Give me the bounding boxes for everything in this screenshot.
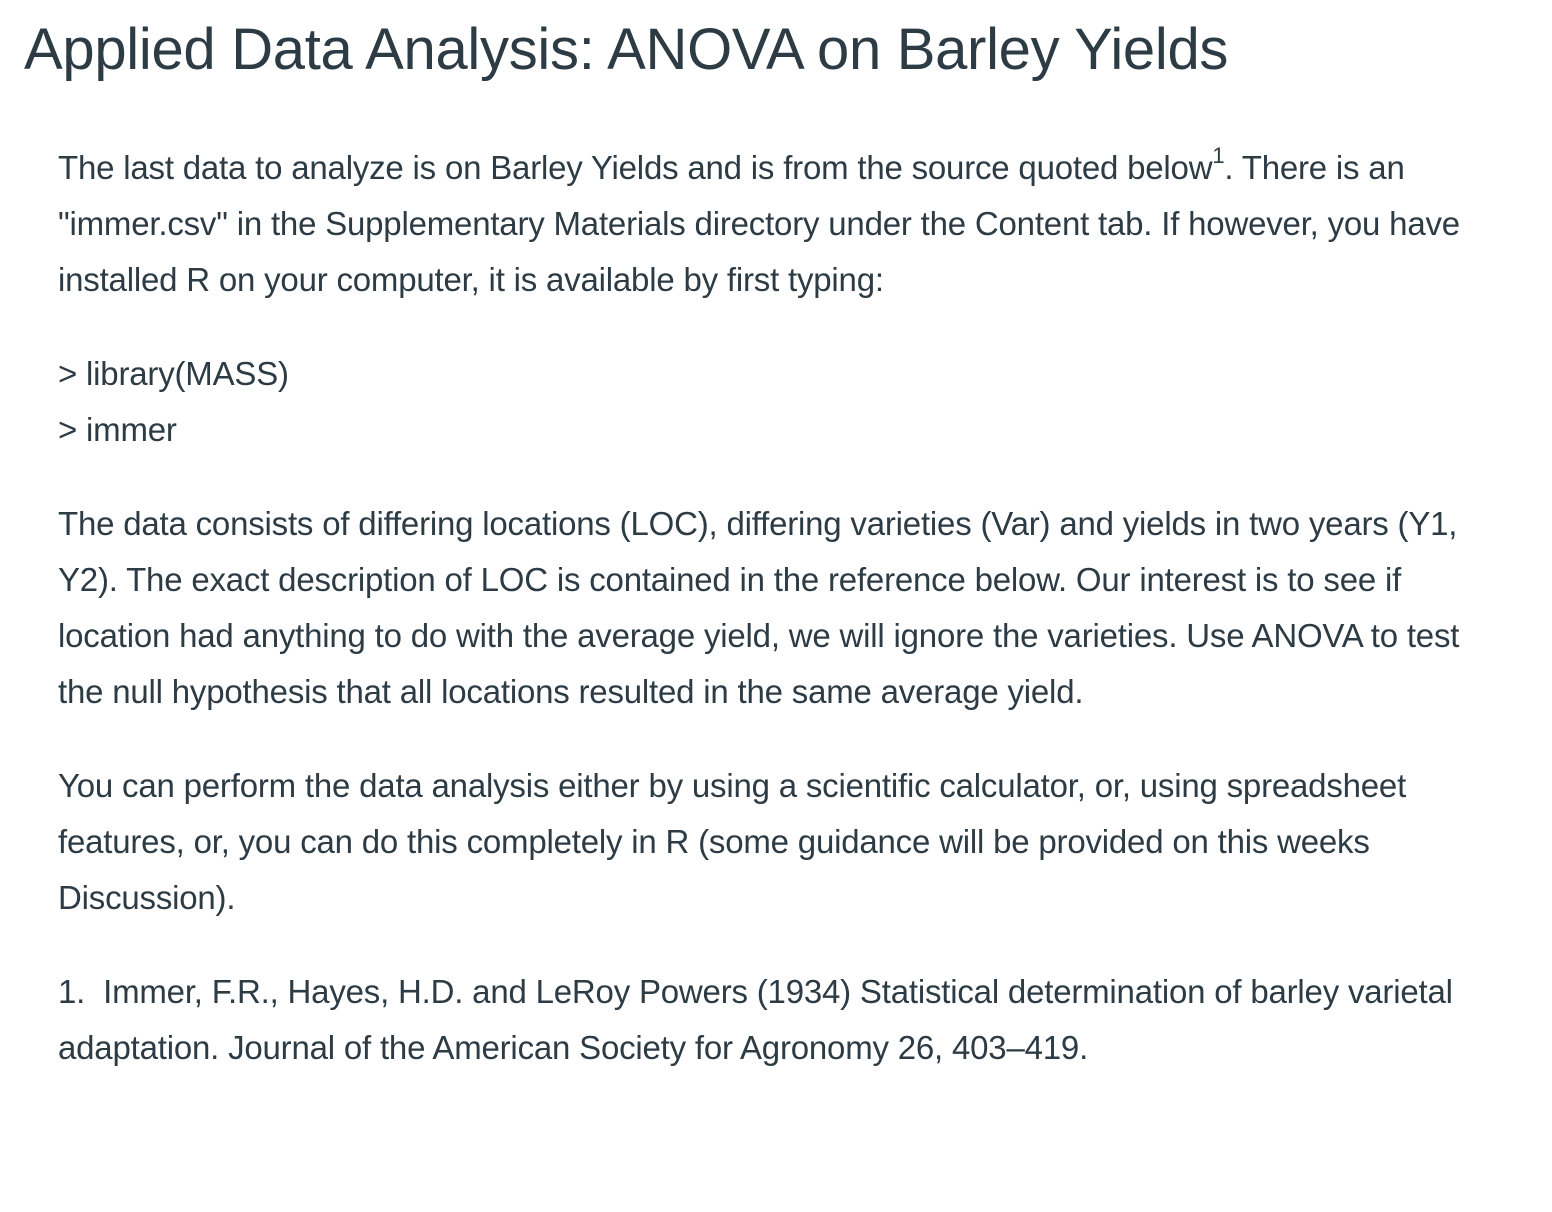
reference-text: Immer, F.R., Hayes, H.D. and LeRoy Powers (1934) Statistical determination of barley varietal adaptation. Journal of the American Society for Agronomy 26, 403–419. <box>58 973 1453 1066</box>
code-line-library: > library(MASS) <box>58 355 289 392</box>
footnote-marker: 1 <box>1212 143 1225 168</box>
assignment-content <box>58 140 1508 1114</box>
page-title: Applied Data Analysis: ANOVA on Barley Yields <box>24 17 1229 82</box>
r-code-block <box>58 346 1508 458</box>
reference-number: 1. <box>58 973 86 1010</box>
code-line-immer: > immer <box>58 411 177 448</box>
intro-text-continued: . There is an "immer.csv" in the Supplementary Materials directory under the Content tab. If however, you have installed R on your computer, it is available by first typing: <box>58 149 1460 298</box>
description-paragraph: The data consists of differing locations (LOC), differing varieties (Var) and yields in two years (Y1, Y2). The exact description of LOC is contained in the reference below. Our interest is to see if location had anything to do with the average yield, we will ignore the varieties. Use ANOVA to test the null hypothesis that all locations resulted in the same average yield. <box>58 505 1460 710</box>
methods-paragraph: You can perform the data analysis either by using a scientific calculator, or, using spreadsheet features, or, you can do this completely in R (some guidance will be provided on this weeks Discussion). <box>58 767 1407 916</box>
intro-paragraph <box>58 140 1508 308</box>
reference-paragraph <box>58 964 1508 1076</box>
intro-text: The last data to analyze is on Barley Yields and is from the source quoted below <box>58 149 1213 186</box>
